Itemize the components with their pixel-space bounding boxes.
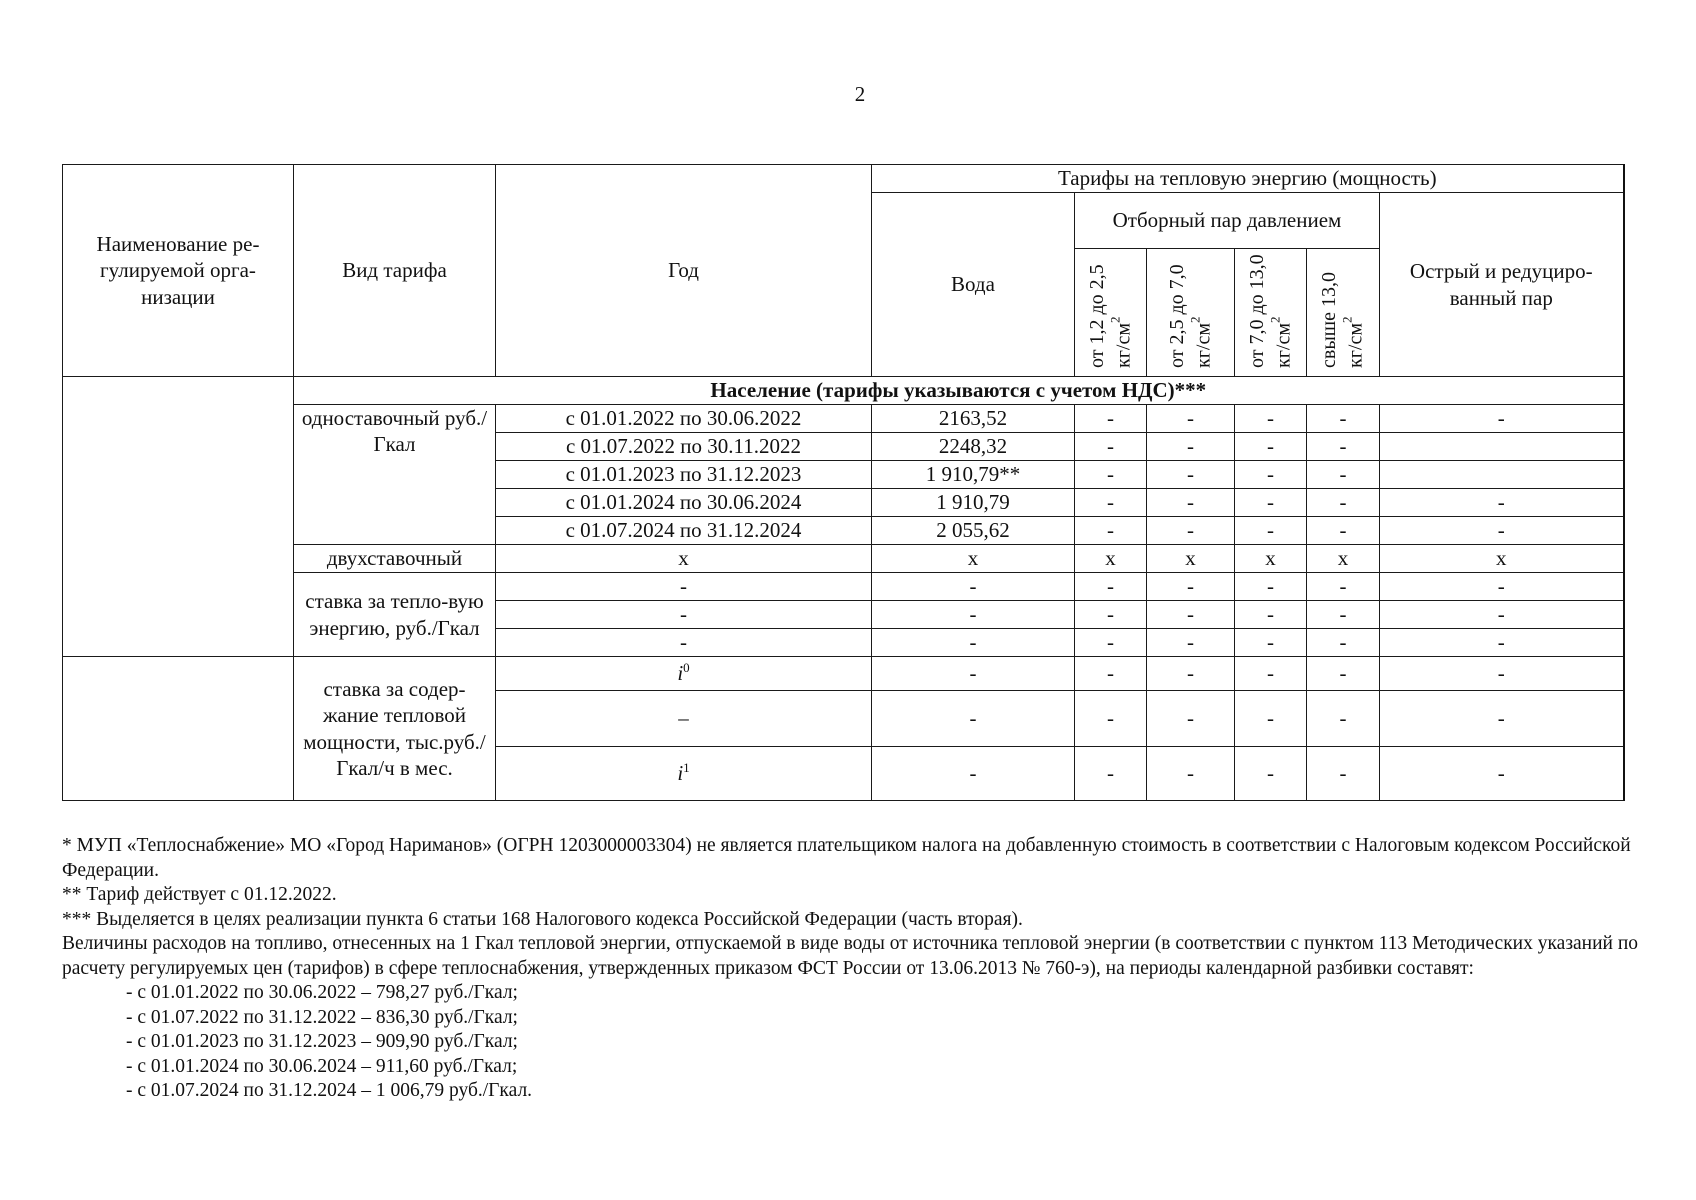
section-title: Население (тарифы указываются с учетом НДС)*** — [294, 377, 1624, 405]
dash-cell: - — [496, 573, 872, 601]
list-item: - с 01.01.2024 по 30.06.2024 – 911,60 руб./Гкал; — [126, 1055, 518, 1077]
water-cell: 2163,52 — [872, 405, 1075, 433]
energy-rate-label: ставка за тепло-вую энергию, руб./Гкал — [294, 573, 496, 657]
x-cell: x — [1380, 545, 1624, 573]
list-item: - с 01.01.2022 по 30.06.2022 – 798,27 руб./Гкал; — [126, 982, 518, 1003]
period-cell: с 01.01.2023 по 31.12.2023 — [496, 461, 872, 489]
year-index-cell: $i^0$ — [496, 657, 872, 691]
dash-cell: - — [1380, 601, 1624, 629]
period-cell: с 01.01.2024 по 30.06.2024 — [496, 489, 872, 517]
dash-cell: - — [1147, 691, 1235, 747]
dash-cell: - — [872, 747, 1075, 801]
footnote-2: ** Тариф действует с 01.12.2022. — [62, 884, 337, 905]
org-cell-upper — [63, 377, 294, 657]
dash-cell: - — [872, 657, 1075, 691]
dash-cell: - — [1147, 573, 1235, 601]
water-cell: 2 055,62 — [872, 517, 1075, 545]
dash-cell: - — [1307, 657, 1380, 691]
dash-cell: - — [1075, 629, 1147, 657]
dash-cell: - — [1075, 657, 1147, 691]
dash-cell: - — [1307, 601, 1380, 629]
dash-cell: - — [1075, 691, 1147, 747]
footnote-3: *** Выделяется в целях реализации пункта 6 статьи 168 Налогового кодекса Российской Федерации (часть вторая). — [62, 908, 1023, 930]
p3-cell: - — [1235, 461, 1307, 489]
dash-cell: - — [496, 629, 872, 657]
list-item: - с 01.01.2023 по 31.12.2023 – 909,90 руб./Гкал; — [126, 1031, 518, 1052]
p4-cell: - — [1307, 461, 1380, 489]
p3-cell: - — [1235, 489, 1307, 517]
header-water: Вода — [872, 193, 1075, 377]
dash-cell: - — [872, 691, 1075, 747]
dash-cell: - — [1235, 691, 1307, 747]
period-cell: с 01.01.2022 по 30.06.2022 — [496, 405, 872, 433]
two-rate-label: двухставочный — [294, 545, 496, 573]
capacity-rate-label: ставка за содер-жание тепловой мощности, тыс.руб./Гкал/ч в мес. — [294, 657, 496, 801]
page-number: 2 — [854, 82, 866, 106]
dash-cell: - — [1147, 657, 1235, 691]
sharp-cell — [1380, 461, 1624, 489]
x-cell: x — [1307, 545, 1380, 573]
p2-cell: - — [1147, 461, 1235, 489]
dash-cell: - — [872, 573, 1075, 601]
dash-cell: - — [496, 601, 872, 629]
sharp-cell: - — [1380, 517, 1624, 545]
dash-cell: - — [1380, 691, 1624, 747]
dash-cell: - — [872, 629, 1075, 657]
header-pressure-1: от 1,2 до 2,5 $кг/см^2$ — [1075, 249, 1147, 377]
p1-cell: - — [1075, 405, 1147, 433]
header-tariffs-group: Тарифы на тепловую энергию (мощность) — [872, 165, 1624, 193]
x-cell: x — [1235, 545, 1307, 573]
org-cell-lower — [63, 657, 294, 801]
p3-cell: - — [1235, 433, 1307, 461]
x-cell: x — [496, 545, 872, 573]
p4-cell: - — [1307, 405, 1380, 433]
year-index-cell: $i^1$ — [496, 747, 872, 801]
dash-cell: - — [1147, 747, 1235, 801]
sharp-cell: - — [1380, 489, 1624, 517]
period-cell: с 01.07.2024 по 31.12.2024 — [496, 517, 872, 545]
dash-cell: - — [1307, 573, 1380, 601]
header-pressure-3: от 7,0 до 13,0 $кг/см^2$ — [1235, 249, 1307, 377]
dash-cell: - — [872, 601, 1075, 629]
dash-cell: - — [1307, 629, 1380, 657]
single-rate-label: одноставочный руб./Гкал — [294, 405, 496, 545]
dash-cell: - — [1075, 573, 1147, 601]
header-steam-group: Отборный пар давлением — [1075, 193, 1380, 249]
p1-cell: - — [1075, 489, 1147, 517]
dash-cell: - — [1235, 629, 1307, 657]
dash-cell: - — [1075, 601, 1147, 629]
p1-cell: - — [1075, 433, 1147, 461]
list-item: - с 01.07.2024 по 31.12.2024 – 1 006,79 руб./Гкал. — [126, 1080, 533, 1101]
fuel-costs-paragraph: Величины расходов на топливо, отнесенных на 1 Гкал тепловой энергии, отпускаемой в виде воды от источника тепловой энергии (в соответствии с пунктом 113 Методических указаний по расчету регулируемых цен (тарифов) в сфере теплоснабжения, утвержденных приказом ФСТ России от 13.06.2013 № 760-э), на периоды календарной разбивки составят: — [62, 933, 1639, 979]
dash-cell: - — [1380, 747, 1624, 801]
header-year: Год — [496, 165, 872, 377]
p2-cell: - — [1147, 405, 1235, 433]
p2-cell: - — [1147, 433, 1235, 461]
x-cell: x — [1075, 545, 1147, 573]
dash-cell: - — [1235, 601, 1307, 629]
period-cell: с 01.07.2022 по 30.11.2022 — [496, 433, 872, 461]
list-item: - с 01.07.2022 по 31.12.2022 – 836,30 руб./Гкал; — [126, 1006, 518, 1028]
footnotes — [62, 834, 1652, 1104]
dash-cell: - — [1235, 573, 1307, 601]
water-cell: 1 910,79 — [872, 489, 1075, 517]
header-sharp-steam: Острый и редуциро-ванный пар — [1380, 193, 1624, 377]
p3-cell: - — [1235, 405, 1307, 433]
dash-cell: - — [1380, 629, 1624, 657]
tariff-table — [62, 164, 1625, 801]
p2-cell: - — [1147, 489, 1235, 517]
header-org-name: Наименование ре-гулируемой орга-низации — [63, 165, 294, 377]
header-pressure-2: от 2,5 до 7,0 $кг/см^2$ — [1147, 249, 1235, 377]
year-index-cell: – — [496, 691, 872, 747]
dash-cell: - — [1380, 657, 1624, 691]
dash-cell: - — [1147, 629, 1235, 657]
p1-cell: - — [1075, 517, 1147, 545]
p4-cell: - — [1307, 433, 1380, 461]
x-cell: x — [872, 545, 1075, 573]
sharp-cell: - — [1380, 405, 1624, 433]
dash-cell: - — [1235, 657, 1307, 691]
dash-cell: - — [1147, 601, 1235, 629]
x-cell: x — [1147, 545, 1235, 573]
water-cell: 2248,32 — [872, 433, 1075, 461]
p4-cell: - — [1307, 489, 1380, 517]
p1-cell: - — [1075, 461, 1147, 489]
dash-cell: - — [1380, 573, 1624, 601]
fuel-costs-list — [62, 981, 1652, 1104]
dash-cell: - — [1075, 747, 1147, 801]
sharp-cell — [1380, 433, 1624, 461]
water-cell: 1 910,79** — [872, 461, 1075, 489]
dash-cell: - — [1307, 747, 1380, 801]
dash-cell: - — [1235, 747, 1307, 801]
dash-cell: - — [1307, 691, 1380, 747]
header-pressure-4: свыше 13,0 $кг/см^2$ — [1307, 249, 1380, 377]
p4-cell: - — [1307, 517, 1380, 545]
p2-cell: - — [1147, 517, 1235, 545]
header-tariff-type: Вид тарифа — [294, 165, 496, 377]
footnote-1: * МУП «Теплоснабжение» МО «Город Нариманов» (ОГРН 1203000003304) не является плательщиком налога на добавленную стоимость в соответствии с Налоговым кодексом Российской Федерации. — [62, 835, 1631, 881]
p3-cell: - — [1235, 517, 1307, 545]
